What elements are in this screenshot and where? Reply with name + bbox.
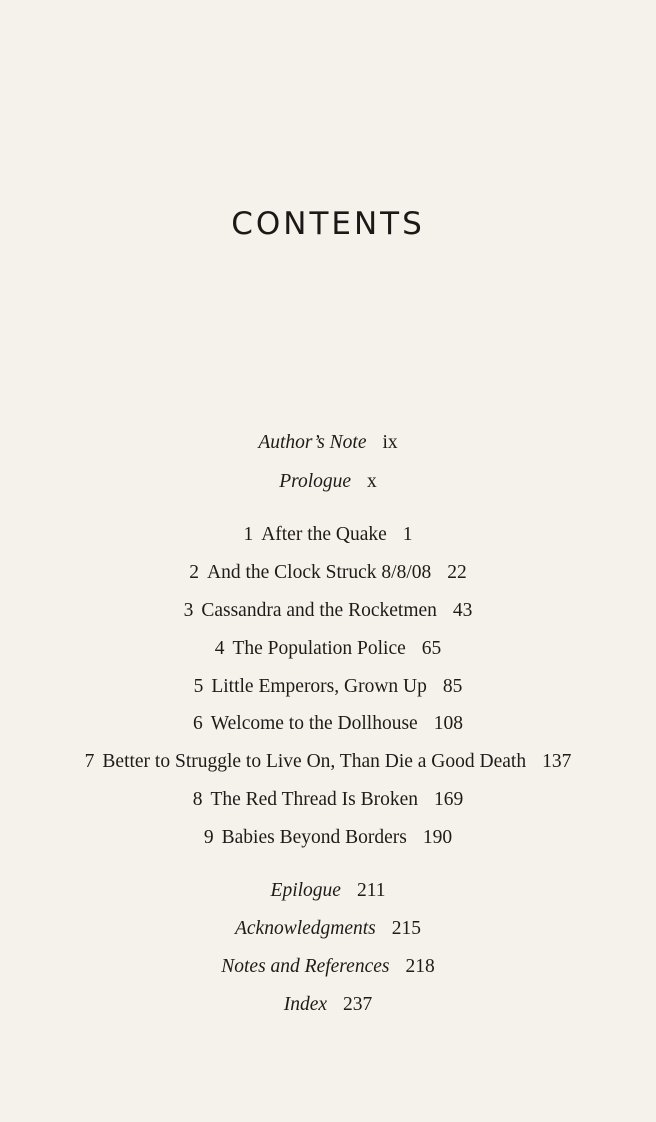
toc-entry-label: Welcome to the Dollhouse xyxy=(210,713,418,734)
toc-entry-page: x xyxy=(367,471,377,492)
toc-entry-page: 169 xyxy=(434,789,464,810)
toc-entry-page: 43 xyxy=(452,600,473,621)
toc-entry-number: 7 xyxy=(84,751,95,772)
toc-entry-label: Notes and References xyxy=(221,956,390,977)
toc-entry-chapter-4 xyxy=(0,637,656,661)
toc-entry-number: 3 xyxy=(183,600,194,621)
toc-entry-page: 237 xyxy=(343,994,373,1015)
toc-entry-acknowledgments xyxy=(0,917,656,941)
toc-entry-page: 108 xyxy=(433,713,463,734)
toc-entry-number: 4 xyxy=(214,638,225,659)
toc-entry-label: Cassandra and the Rocketmen xyxy=(201,600,437,621)
toc-entry-page: 215 xyxy=(391,918,422,939)
toc-entry-chapter-8 xyxy=(0,788,656,812)
toc-entry-chapter-7 xyxy=(0,750,656,774)
toc-entry-number: 8 xyxy=(192,789,203,810)
toc-entry-number: 1 xyxy=(243,524,254,545)
toc-entry-chapter-9 xyxy=(0,826,656,850)
toc-entry-page: 137 xyxy=(542,751,572,772)
toc-entry-label: Index xyxy=(283,994,328,1015)
toc-entry-page: 190 xyxy=(422,827,453,848)
toc-entry-chapter-6 xyxy=(0,712,656,736)
toc-entry-page: 85 xyxy=(442,676,463,697)
toc-entry-number: 5 xyxy=(193,676,204,697)
toc-entry-index xyxy=(0,993,656,1017)
toc-entry-label: Epilogue xyxy=(270,880,341,901)
toc-entry-label: Prologue xyxy=(279,471,352,492)
toc-entry-label: After the Quake xyxy=(261,524,387,545)
toc-entry-label: Acknowledgments xyxy=(234,918,376,939)
toc-entry-number: 6 xyxy=(193,713,203,734)
toc-entry-page: ix xyxy=(382,432,398,453)
toc-entry-page: 65 xyxy=(421,638,442,659)
toc-entry-page: 218 xyxy=(405,956,435,977)
toc-entry-page: 211 xyxy=(356,880,386,901)
toc-entry-page: 1 xyxy=(402,524,413,545)
toc-entry-epilogue xyxy=(0,879,656,903)
toc-entry-number: 9 xyxy=(203,827,214,848)
toc-entry-label: Babies Beyond Borders xyxy=(221,827,407,848)
toc-entry-chapter-2 xyxy=(0,561,656,585)
toc-entry-authors-note xyxy=(0,431,656,455)
toc-entry-label: Little Emperors, Grown Up xyxy=(211,676,427,697)
toc-entry-label: The Red Thread Is Broken xyxy=(210,789,419,810)
toc-entry-label: Author’s Note xyxy=(258,432,367,453)
toc-entry-page: 22 xyxy=(447,562,467,583)
toc-entry-label: The Population Police xyxy=(232,638,406,659)
toc-entry-chapter-1 xyxy=(0,523,656,547)
toc-entry-label: Better to Struggle to Live On, Than Die a Good Death xyxy=(102,751,527,772)
toc-entry-label: And the Clock Struck 8/8/08 xyxy=(207,562,432,583)
page-title: CONTENTS xyxy=(231,206,425,242)
toc-entry-chapter-3 xyxy=(0,599,656,623)
toc-entry-chapter-5 xyxy=(0,675,656,699)
toc-entry-notes-and-references xyxy=(0,955,656,979)
toc-entry-number: 2 xyxy=(189,562,199,583)
toc-entry-prologue xyxy=(0,470,656,494)
